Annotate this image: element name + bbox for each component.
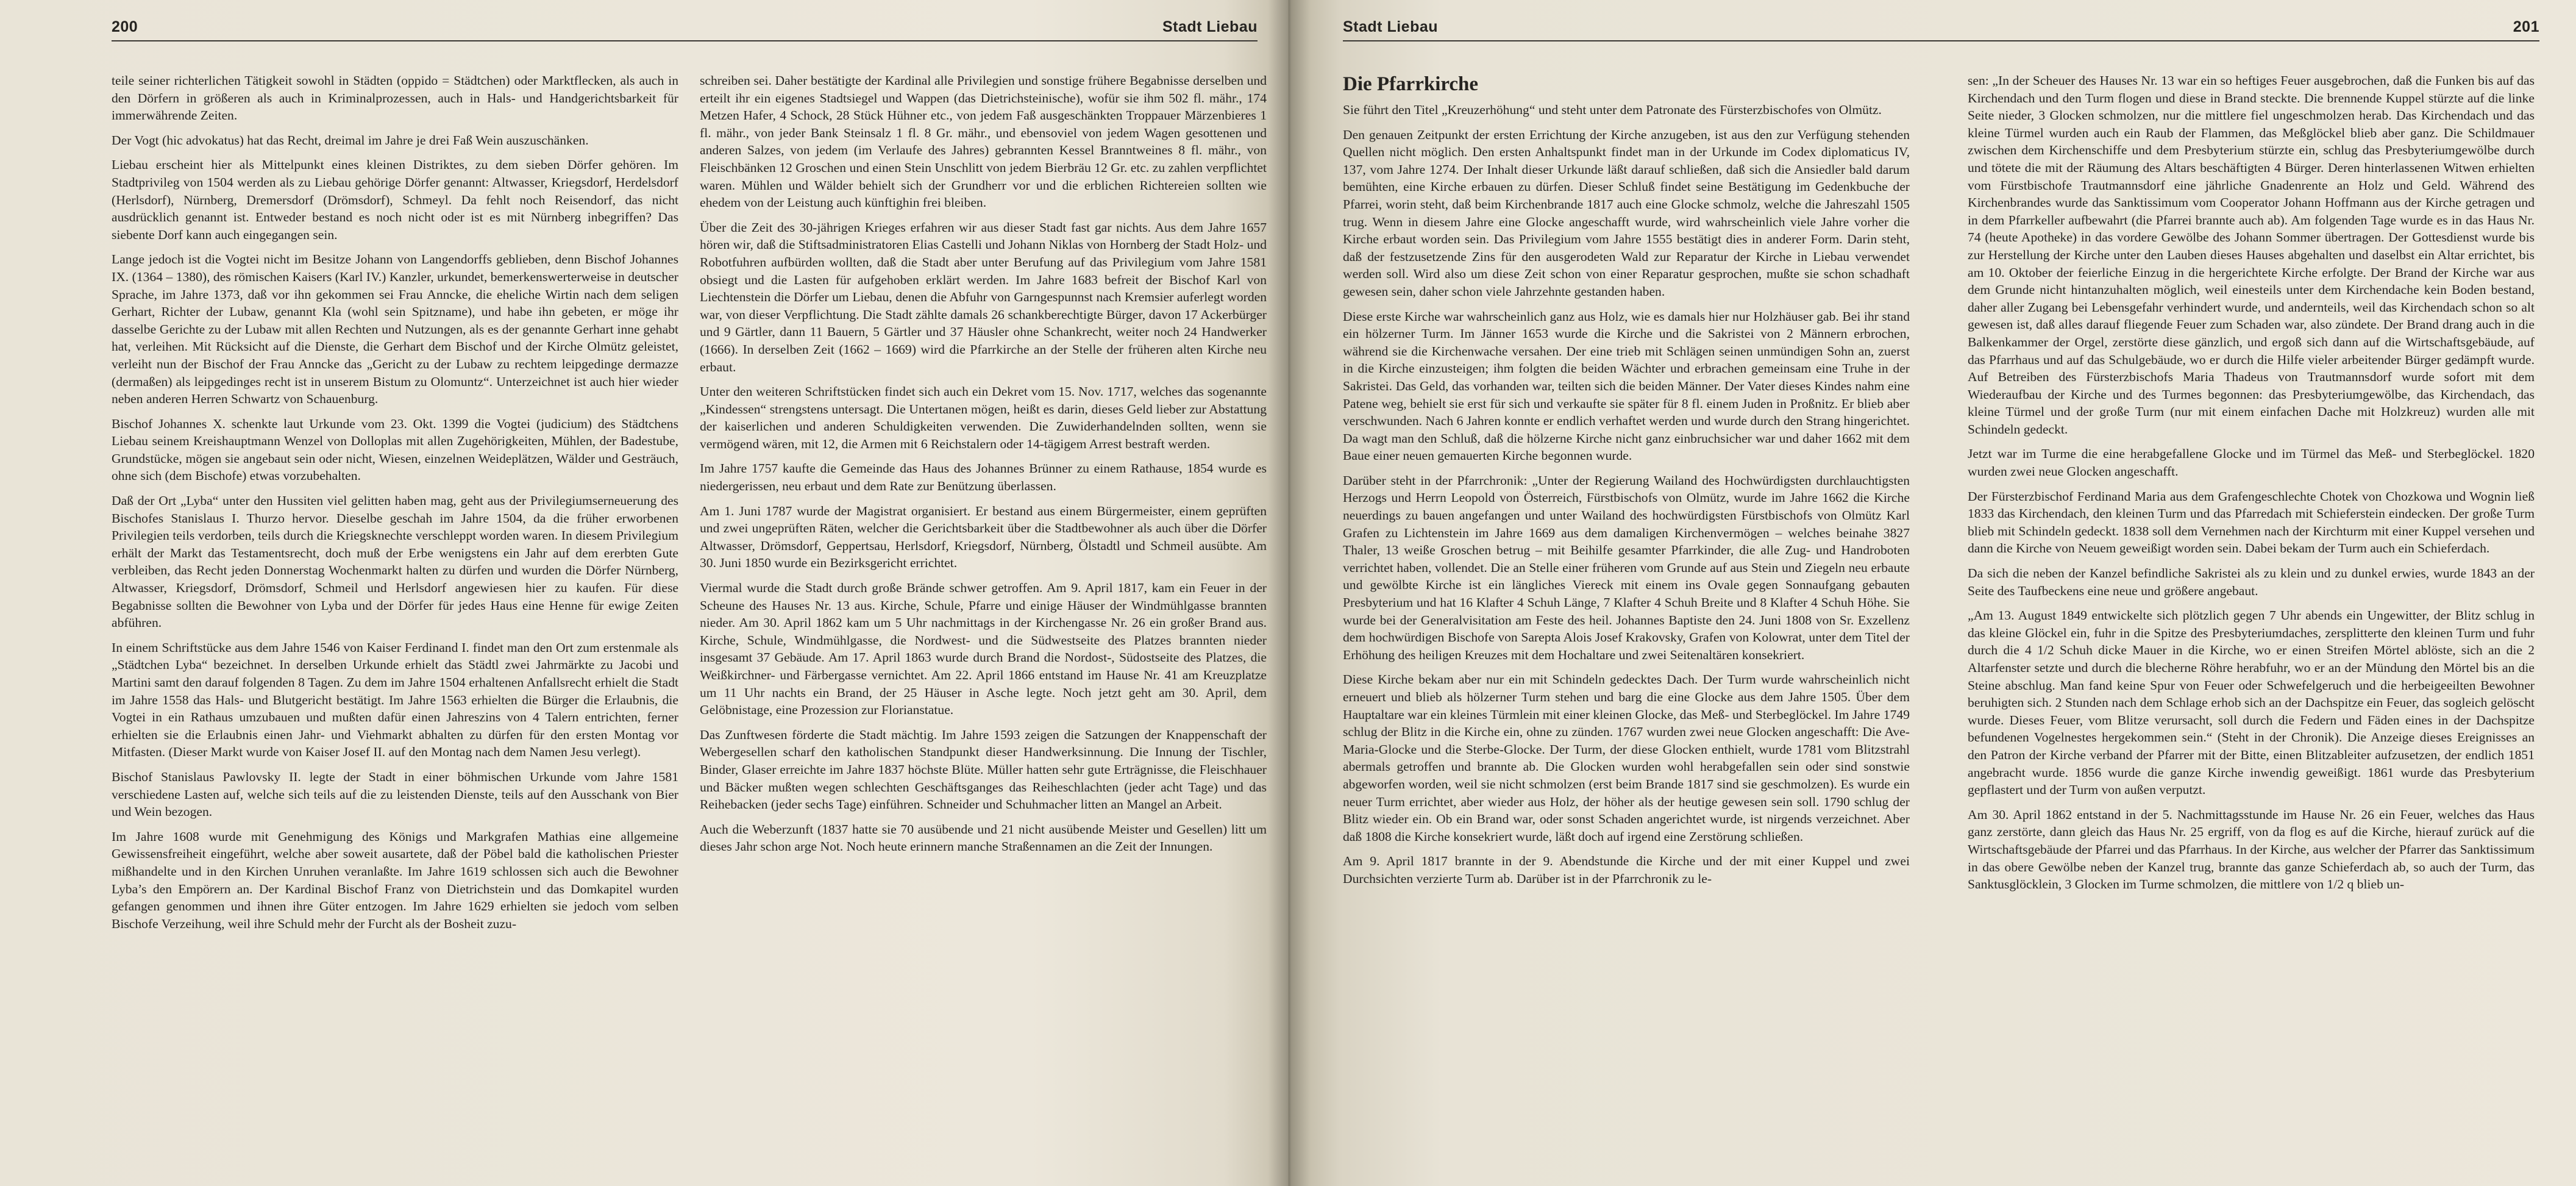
paragraph: Der Vogt (hic advokatus) hat das Recht, dreimal im Jahre je drei Faß Wein auszuschänken. bbox=[112, 132, 589, 148]
paragraph: Bischof Stanislaus Pawlovsky II. legte der Stadt in einer böhmischen Urkunde vom Jahre 1581 verschiedene Lasten auf, welche sich teils auf die zu leistenden Dienste, teils auf den Ausschank von Bier und Wein bezogen. bbox=[112, 769, 678, 820]
right-page bbox=[1288, 0, 2576, 1186]
paragraph: Im Jahre 1757 kaufte die Gemeinde das Haus des Johannes Brünner zu einem Rathause, 1854 wurde es niedergerissen, neu erbaut und dem Rate zur Benützung überlassen. bbox=[700, 461, 1267, 494]
left-column-2 bbox=[700, 72, 1267, 1177]
section-heading: Die Pfarrkirche bbox=[1343, 73, 1479, 95]
paragraph: In einem Schriftstücke aus dem Jahre 1546 von Kaiser Ferdinand I. findet man den Ort zum erstenmale als „Städtchen Lyba“ bezeichnet. In derselben Urkunde erhielt das Städtl zwei Jahrmärkte zu Jacobi und Martini samt den darauf folgenden 8 Tagen. Zu dem im Jahre 1504 erhaltenen Anfallsrecht erhielt die Stadt im Jahre 1558 das Hals- und Blutgericht bestätigt. Im Jahre 1563 erhielten die Bürger die Erlaubnis, die Vogtei in ein Rathaus umzubauen und mußten dafür einen Jahreszins von 4 Talern entrichten, ferner erhielten sie die Erlaubnis einen Jahr- und Viehmarkt abhalten zu dürfen für den ersten Montag vor Mitfasten. (Dieser Markt wurde von Kaiser Josef II. auf den Montag nach dem Namen Jesu verlegt). bbox=[112, 640, 678, 760]
paragraph: Darüber steht in der Pfarrchronik: „Unter der Regierung Wailand des Hochwürdigsten durchlauchtigsten Herzogs und Herrn Leopold von Österreich, Fürstbischofs von Olmütz, wurde im Jahre 1662 die Kirche neuerdings zu bauen angefangen und unter Wailand des hochwürdigsten Fürstbischofs von Olmütz Karl Grafen zu Lichtenstein im Jahre 1669 aus dem damaligen Kirchenvermögen – welches beinahe 3827 Thaler, 13 weiße Groschen betrug – mit Beihilfe gesamter Pfarrkinder, die alle Zug- und Handroboten verrichtet haben, vollendet. Die an Stelle einer früheren vom Grunde auf aus Stein und Ziegeln neu erbaute und gewölbte Kirche ist ein längliches Viereck mit einem ins Ovale gegen Sonnaufgang gebauten Presbyterium und hat 16 Klafter 4 Schuh Länge, 7 Klafter 4 Schuh Breite und 8 Klafter 4 Schuh Höhe. Sie wurde bei der Generalvisitation am Feste des heil. Johannes Baptiste den 24. Juni 1808 von Sr. Exzellenz dem hochwürdigen Bischofe von Sarepta Alois Josef Krakovsky, Grafen von Kolowrat, unter dem Titel der Erhöhung des heiligen Kreuzes mit dem Hochaltare und zwei Seitenaltären konsekriert. bbox=[1343, 473, 1910, 662]
paragraph: Daß der Ort „Lyba“ unter den Hussiten viel gelitten haben mag, geht aus der Privilegiumserneuerung des Bischofes Stanislaus I. Thurzo hervor. Dieselbe geschah im Jahre 1504, da die früher erworbenen Privilegien teils verdorben, teils durch die Kriegsknechte verschleppt worden waren. In diesem Privilegium erhält der Markt das Testamentsrecht, doch muß der Erbe wenigstens ein Jahr auf dem ererbten Gute verbleiben, das Recht jeden Donnerstag Wochenmarkt halten zu dürfen und wurden die Dörfer Nürnberg, Altwasser, Kriegsdorf, Drömsdorf, Schmeil und Herlsdorf angewiesen hier zu kaufen. Für diese Begabnisse sollten die Bewohner von Lyba und der Dörfer für jedes Haus eine Henne für ewige Zeiten abführen. bbox=[112, 493, 678, 631]
right-column-2 bbox=[1968, 72, 2535, 1177]
paragraph: Am 9. April 1817 brannte in der 9. Abendstunde die Kirche und der mit einer Kuppel und zwei Durchsichten verzierte Turm ab. Darüber ist in der Pfarrchronik zu le- bbox=[1343, 854, 1910, 886]
paragraph: Das Zunftwesen förderte die Stadt mächtig. Im Jahre 1593 zeigen die Satzungen der Knappenschaft der Webergesellen scharf den katholischen Standpunkt dieser Handwerksinnung. Die Innung der Tischler, Binder, Glaser erreichte im Jahre 1837 höchste Blüte. Müller hatten sehr gute Erträgnisse, die Fleischhauer und Bäcker mußten wegen schlechten Geschäftsganges das Reiheschlachten (jeder acht Tage) und das Reihebacken (jeder sechs Tage) einführen. Schneider und Schuhmacher litten an Mangel an Arbeit. bbox=[700, 727, 1267, 812]
paragraph: Lange jedoch ist die Vogtei nicht im Besitze Johann von Langendorffs geblieben, denn Bischof Johannes IX. (1364 – 1380), des römischen Kaisers (Karl IV.) Kanzler, urkundet, bemerkenswerterweise in deutscher Sprache, im Jahre 1373, daß vor ihn gekommen sei Frau Anncke, die eheliche Wirtin nach dem seligen Gerhart, Richter der Lubaw, genannt Kla (wohl sein Spitzname), und habe ihn gebeten, er möge ihr dasselbe Gerichte zu der Lubaw mit allen Rechten und Nutzungen, als es der genannte Gerhart inne gehabt hat, verleihen. Mit Rücksicht auf die Dienste, die Gerhart dem Bischof und der Kirche Olmütz geleistet, verleiht nun der Bischof der Frau Anncke das „Gericht zu der Lubaw zu rechtem leipgedinge dermazze (dermaßen) als leipgedinges recht ist in unserem Bistum zu Olomuntz“. Unterzeichnet ist auch hier wieder neben anderen Herren Schwartz von Schauenburg. bbox=[112, 252, 678, 407]
left-page-number: 200 bbox=[112, 18, 138, 35]
paragraph: Der Fürsterzbischof Ferdinand Maria aus dem Grafengeschlechte Chotek von Chozkowa und Wognin ließ 1833 das Kirchendach, den kleinen Turm und das Pfarredach mit Schieferstein eindecken. Der große Turm blieb mit Schindeln gedeckt. 1838 soll dem Vernehmen nach der Kirchturm mit einer Kuppel versehen und dann die Kirche von Neuem geweißigt worden sein. Dabei bekam der Turm auch ein Schieferdach. bbox=[1968, 488, 2535, 556]
paragraph: Da sich die neben der Kanzel befindliche Sakristei als zu klein und zu dunkel erwies, wurde 1843 an der Seite des Taufbeckens eine neue und größere angebaut. bbox=[1968, 566, 2535, 598]
left-header-rule bbox=[112, 40, 1258, 41]
paragraph: Am 1. Juni 1787 wurde der Magistrat organisiert. Er bestand aus einem Bürgermeister, einem geprüften und zwei ungeprüften Räten, welcher die Gerichtsbarkeit über die Stadtbewohner als auch über die Dörfer Altwasser, Drömsdorf, Geppertsau, Herlsdorf, Kriegsdorf, Nürnberg, Ölstadtl und Schmeil ausübte. Am 30. Juni 1850 wurde ein Bezirksgericht errichtet. bbox=[700, 503, 1267, 571]
paragraph: „Am 13. August 1849 entwickelte sich plötzlich gegen 7 Uhr abends ein Ungewitter, der Blitz schlug in das kleine Glöckel ein, fuhr in die Spitze des Presbyteriumdaches, zersplitterte den kleinen Turm und fuhr durch die 4 1/2 Schuh dicke Mauer in die Kirche, wo er einen Streifen Mörtel ablöste, sich an die 2 Altarfenster setzte und durch die blecherne Röhre herabfuhr, wo er an der Mündung den Mörtel bis an die Steine abschlug. Man fand keine Spur von Feuer oder Schwefelgeruch und die herbeigeeilten Bewohner beruhigten sich. 2 Stunden nach dem Schlage erhob sich an der Dachspitze ein Feuer, das sogleich gelöscht wurde. Dieses Feuer, vom Blitze verursacht, soll durch die Federn und Fäden eines in der Dachspitze befundenen Vogelnestes hergekommen sein.“ (Steht in der Chronik). Die Anzeige dieses Ereignisses an den Patron der Kirche verband der Pfarrer mit der Bitte, einen Blitzableiter aufzusetzen, der endlich 1851 angebracht wurde. 1856 wurde die ganze Kirche inwendig geweißigt. 1861 wurde das Presbyterium gepflastert und der Turm von außen verputzt. bbox=[1968, 608, 2535, 798]
paragraph: Den genauen Zeitpunkt der ersten Errichtung der Kirche anzugeben, ist aus den zur Verfügung stehenden Quellen nicht möglich. Den ersten Anhaltspunkt findet man in der Urkunde im Codex diplomaticus IV, 137, vom Jahre 1274. Der Inhalt dieser Urkunde läßt darauf schließen, daß sich die Ansiedler bald darum bemühten, eine Kirche erbauen zu dürfen. Dieser Schluß findet seine Bestätigung im Gedenkbuche der Pfarrei, worin steht, daß beim Kirchenbrande 1817 auch eine Glocke schmolz, welche die Jahreszahl 1505 trug. Wenn in diesem Jahre eine Glocke angeschafft wurde, wird wahrscheinlich viele Jahre vorher die Kirche erbaut worden sein. Das Privilegium vom Jahre 1555 bestätigt dies in anderer Form. Darin steht, daß der festzusetzende Zins für den ausgerodeten Wald zur Reparatur der Kirche in Liebau verwendet werden soll. Wird also um diese Zeit schon von einer Reparatur gesprochen, mußte sie schon schadhaft gewesen sein, daher schon viele Jahrzehnte gestanden haben. bbox=[1343, 127, 1910, 299]
paragraph: Jetzt war im Turme die eine herabgefallene Glocke und im Türmel das Meß- und Sterbeglöckel. 1820 wurden zwei neue Glocken angeschafft. bbox=[1968, 446, 2535, 479]
paragraph: sen: „In der Scheuer des Hauses Nr. 13 war ein so heftiges Feuer ausgebrochen, daß die Funken bis auf das Kirchendach und den Turm flogen und diese in Brand steckte. Die brennende Kuppel stürzte auf die linke Seite nieder, 3 Glocken schmolzen, nur die mittlere fiel ungeschmolzen herab. Das Kirchendach und das kleine Türmel wurden auch ein Raub der Flammen, das Meßglöckel blieb aber ganz. Die Schildmauer zwischen dem Kirchenschiffe und dem Presbyterium stürzte ein, schlug das Presbyteriumgewölbe durch und tötete die mit der Räumung des Altars beschäftigten 4 Bürger. Deren hinterlassenen Witwen erhielten vom Fürstbischofe Trautmannsdorf eine jährliche Gnadenrente an Holz und Geld. Während des Kirchenbrandes wurde das Sanktissimum vom Cooperator Johann Hoffmann aus der Kirche getragen und in dem Pfarrkeller aufbewahrt (die Pfarrei brannte auch ab). Am folgenden Tage wurde es in das Haus Nr. 74 (heute Apotheke) in das vordere Gewölbe des Johann Sommer übertragen. Der Gottesdienst wurde bis zur Herstellung der Kirche unter den Lauben dieses Hauses abgehalten und daselbst ein Altar errichtet, bis am 10. Oktober der feierliche Einzug in die hergerichtete Kirche erfolgte. Der Brand der Kirche war aus dem Grunde nicht hintanzuhalten möglich, weil einesteils unter dem Kirchendache kein Boden bestand, daher aller Zugang bei Lebensgefahr verhindert wurde, und andernteils, weil das Kirchendach schon so alt gewesen ist, daß alles darauf fliegende Feuer zum Schaden war, also zündete. Der Brand drang auch in die Balkenkammer der Orgel, zerstörte diese gänzlich, und ergoß sich dann auf die Wirtschaftsgebäude, auf das Pfarrhaus und auf das Schulgebäude, wo er durch die Hilfe vieler arbeitender Bürger gedämpft wurde. Auf Betreiben des Fürsterzbischofs Maria Thadeus von Trautmannsdorf wurde sofort mit dem Wiederaufbau der Kirche und des Turmes begonnen: das Presbyteriumgewölbe, das Kirchendach, das kleine Türmel und der große Turm (nur mit einem einfachen Dache mit Holzkreuz) wurden alle mit Schindeln gedeckt. bbox=[1968, 73, 2535, 437]
paragraph: teile seiner richterlichen Tätigkeit sowohl in Städten (oppido = Städtchen) oder Marktflecken, als auch in den Dörfern in größeren als auch in Kriminalprozessen, auch in Hals- und Handgerichtsbarkeit für immerwährende Zeiten. bbox=[112, 73, 678, 123]
left-running-title: Stadt Liebau bbox=[1162, 18, 1258, 35]
right-header-rule bbox=[1343, 40, 2539, 41]
paragraph: Im Jahre 1608 wurde mit Genehmigung des Königs und Markgrafen Mathias eine allgemeine Gewissensfreiheit eingeführt, welche aber soweit ausartete, daß der Pöbel bald die katholischen Priester mißhandelte und in den Kirchen Unruhen veranlaßte. Im Jahre 1619 schlossen sich auch die Bewohner Lyba’s den Empörern an. Der Kardinal Bischof Franz von Dietrichstein und das Domkapitel wurden gefangen genommen und ihnen ihre Güter entzogen. Im Jahre 1629 erhielten sie jedoch vom selben Bischofe Verzeihung, weil ihre Schuld mehr der Furcht als der Bosheit zuzu- bbox=[112, 829, 678, 931]
paragraph: Am 30. April 1862 entstand in der 5. Nachmittagsstunde im Hause Nr. 26 ein Feuer, welches das Haus ganz zerstörte, dann gleich das Haus Nr. 25 ergriff, von da flog es auf die Kirche, hierauf zurück auf die Wirtschaftsgebäude der Pfarrei und das Pfarrhaus. In der Kirche, aus welcher der Pfarrer das Sanktissimum in das obere Gewölbe neben der Kanzel trug, brannte das ganze Schieferdach ab, so auch der Turm, das Sanktusglöcklein, 3 Glocken im Turme schmolzen, die mittlere von 1/2 q blieb un- bbox=[1968, 807, 2535, 892]
left-column-1 bbox=[112, 72, 678, 1177]
paragraph: Auch die Weberzunft (1837 hatte sie 70 ausübende und 21 nicht ausübende Meister und Gesellen) litt um dieses Jahr schon arge Not. Noch heute erinnern manche Straßennamen an die Zeit der Innungen. bbox=[700, 821, 1267, 854]
paragraph: Liebau erscheint hier als Mittelpunkt eines kleinen Distriktes, zu dem sieben Dörfer gehören. Im Stadtprivileg von 1504 werden als zu Liebau gehörige Dörfer genannt: Altwasser, Kriegsdorf, Herdelsdorf (Herlsdorf), Nürnberg, Dremersdorf (Drömsdorf), Schmeyl. Da fehlt noch Reisendorf, das nicht ausdrücklich genannt ist. Entweder bestand es noch nicht oder ist es mit Nürnberg inbegriffen? Das siebente Dorf kann auch eingegangen sein. bbox=[112, 157, 678, 242]
paragraph: Diese Kirche bekam aber nur ein mit Schindeln gedecktes Dach. Der Turm wurde wahrscheinlich nicht erneuert und blieb als hölzerner Turm stehen und barg die eine Glocke aus dem Jahre 1505. Über dem Hauptaltare war ein kleines Türmlein mit einer kleinen Glocke, das Meß- und Sterbeglöckel. Im Jahre 1749 schlug der Blitz in die Kirche ein, ohne zu zünden. 1767 wurden zwei neue Glocken angeschafft: Die Ave-Maria-Glocke und die Sterbe-Glocke. Der Turm, der diese Glocken enthielt, wurde 1781 vom Blitzstrahl abermals getroffen und brannte ab. Die Glocken wurden wohl herabgefallen sein oder sind sonstwie abgeworfen worden, weil sie nicht schmolzen (erst beim Brande 1817 sind sie geschmolzen). Es wurde ein neuer Turm errichtet, aber wieder aus Holz, der höher als der heutige gewesen sein soll. 1790 schlug der Blitz wieder ein. Ob ein Brand war, oder sonst Schaden angerichtet wurde, ist nirgends verzeichnet. Aber daß 1808 die Kirche konsekriert wurde, läßt doch auf irgend eine Zerstörung schließen. bbox=[1343, 672, 1910, 844]
right-running-title: Stadt Liebau bbox=[1343, 18, 1439, 35]
paragraph: Viermal wurde die Stadt durch große Brände schwer getroffen. Am 9. April 1817, kam ein Feuer in der Scheune des Hauses Nr. 13 aus. Kirche, Schule, Pfarre und einige Häuser der Windmühlgasse brannten nieder. Am 30. April 1862 kam um 5 Uhr nachmittags in der Kirchengasse Nr. 26 ein großer Brand aus. Kirche, Schule, Windmühlgasse, die Nordwest- und die Südwestseite des Platzes brannten nieder insgesamt 37 Gebäude. Am 17. April 1863 wurde durch Brand die Nordost-, Südostseite des Platzes, die Weißkirchner- und Färbergasse vernichtet. Am 22. April 1866 entstand im Hause Nr. 41 am Kreuzplatze um 11 Uhr nachts ein Brand, der 25 Häuser in Asche legte. Noch jetzt geht am 30. April, dem Gelöbnistage, eine Prozession zur Florianstatue. bbox=[700, 580, 1267, 718]
paragraph: Bischof Johannes X. schenkte laut Urkunde vom 23. Okt. 1399 die Vogtei (judicium) des Städtchens Liebau seinem Kreishauptmann Wenzel von Dolloplas mit allen Zugehörigkeiten, Mühlen, der Badestube, Grundstücke, mögen sie angebaut sein oder nicht, Wiesen, einzelnen Weideplätzen, Wälder und Gesträuch, ohne sich (dem Bischofe) etwas vorzubehalten. bbox=[112, 416, 678, 484]
paragraph: schreiben sei. Daher bestätigte der Kardinal alle Privilegien und sonstige frühere Begabnisse derselben und erteilt ihr ein eigenes Stadtsiegel und Wappen (das Dietrichsteinische), wofür sie ihm 502 fl. mähr., 174 Metzen Hafer, 4 Schock, 28 Stück Hühner etc., von jedem Faß ausgeschänkten Troppauer Märzenbieres 1 fl. mähr., von jeder Bank Steinsalz 1 fl. 8 Gr. mähr., und ebensoviel von jedem Wagen gesottenen und anderen Salzes, von jedem (im Verlaufe des Jahres) gebrannten Kessel Branntweines 8 fl. mähr., von Fleischbänken 12 Groschen und einen Stein Unschlitt von jedem Bierbräu 12 Gr. etc. zu zahlen verpflichtet waren. Mühlen und Wälder behielt sich der Grundherr vor und die erblichen Richtereien sollten wie ehedem von der Leistung auch künftighin frei bleiben. bbox=[700, 73, 1267, 210]
paragraph: Sie führt den Titel „Kreuzerhöhung“ und steht unter dem Patronate des Fürsterzbischofes von Olmütz. bbox=[1343, 102, 1882, 117]
paragraph: Unter den weiteren Schriftstücken findet sich auch ein Dekret vom 15. Nov. 1717, welches das sogenannte „Kindessen“ strengstens untersagt. Die Untertanen mögen, heißt es darin, dieses Geld lieber zur Abstattung der kaiserlichen und anderen Schuldigkeiten verwenden. Die Zuwiderhandelnden sollten, wenn sie vermögend wären, mit 12, die Armen mit 6 Reichstalern oder 14-tägigem Arrest bestraft werden. bbox=[700, 384, 1267, 451]
right-page-number: 201 bbox=[2513, 18, 2539, 35]
right-column-1 bbox=[1343, 72, 1910, 1177]
paragraph: Über die Zeit des 30-jährigen Krieges erfahren wir aus dieser Stadt fast gar nichts. Aus dem Jahre 1657 hören wir, daß die Stiftsadministratoren Elias Castelli und Johann Niklas von Hornberg der Stadt Holz- und Robotfuhren aufbürden wollten, daß die Stadt aber unter Berufung auf das Privilegium vom Jahre 1581 obsiegt und die Lasten für aufgehoben erklärt werden. Im Jahre 1683 befreit der Bischof Karl von Liechtenstein die Dörfer um Liebau, denen die Abfuhr von Garngespunnst nach Kremsier auferlegt worden war, von dieser Verpflichtung. Die Stadt zählte damals 26 schankberechtigte Bürger, davon 17 Ackerbürger und 9 Gärtler, dann 11 Bauern, 5 Gärtler und 37 Häusler ohne Schankrecht, weiter noch 24 Handwerker (1666). In derselben Zeit (1662 – 1669) wird die Pfarrkirche an der Stelle der früheren alten Kirche neu erbaut. bbox=[700, 220, 1267, 374]
paragraph: Diese erste Kirche war wahrscheinlich ganz aus Holz, wie es damals hier nur Holzhäuser gab. Bei ihr stand ein hölzerner Turm. Im Jänner 1653 wurde die Kirche und die Sakristei von 2 Männern erbrochen, während sie die Kirchenwache versahen. Der eine trieb mit Schlägen seinen unmündigen Sohn an, zuerst in die Kirche einzusteigen; ihm folgten die beiden Wächter und erbrachen gemeinsam eine Truhe in der Sakristei. Das Geld, das vorhanden war, teilten sich die beiden Männer. Der Vater dieses Kindes nahm eine Patene weg, behielt sie erst für sich und verkaufte sie später für 8 fl. einem Juden in Proßnitz. Er blieb aber verschwunden. Nach 6 Jahren konnte er endlich verhaftet werden und wurde durch den Strang hingerichtet. Da wagt man den Schluß, daß die hölzerne Kirche nicht ganz einbruchsicher war und daher 1662 mit dem Baue einer neuen gemauerten Kirche begonnen wurde. bbox=[1343, 309, 1910, 463]
